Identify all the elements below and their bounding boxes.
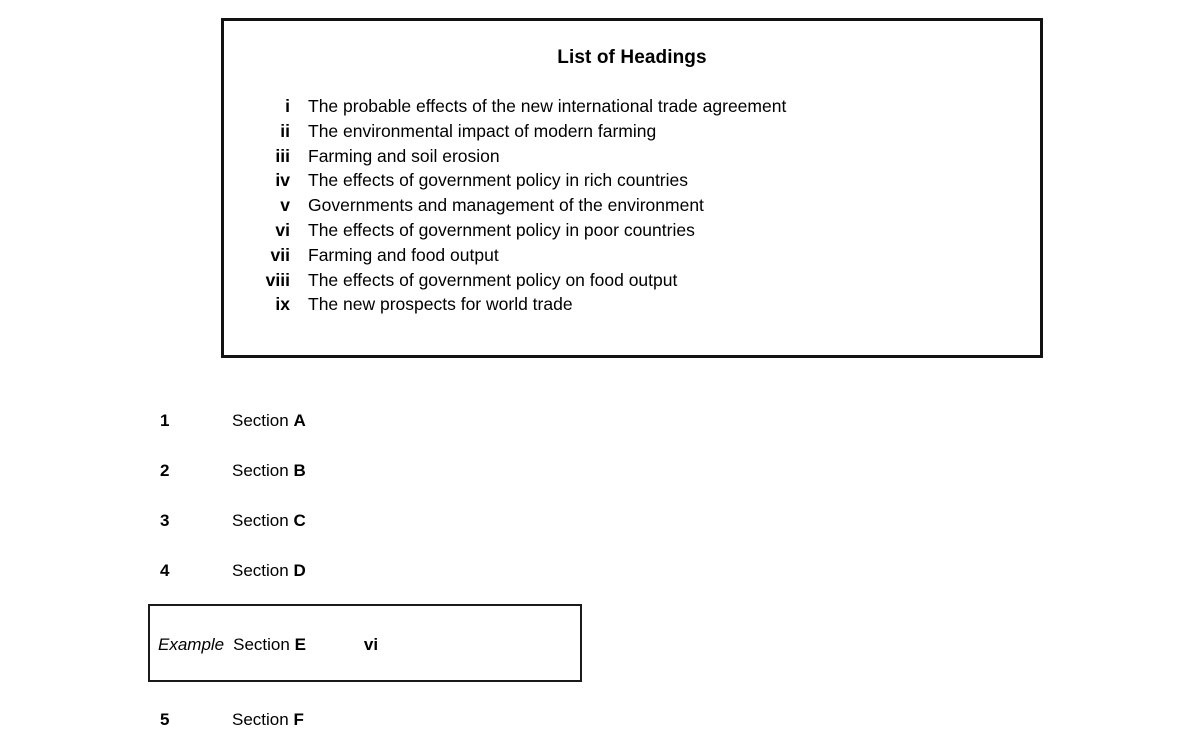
heading-numeral: iii — [275, 145, 290, 166]
question-number: 2 — [160, 461, 170, 480]
heading-item-viii — [224, 268, 1040, 293]
heading-item-vi — [224, 218, 1040, 243]
question-number: 3 — [160, 511, 170, 530]
heading-numeral: ii — [280, 120, 290, 141]
heading-numeral: i — [285, 96, 290, 116]
heading-item-ii — [224, 119, 1040, 144]
list-of-headings-box — [221, 18, 1043, 358]
question-number: 1 — [160, 411, 170, 430]
heading-item-ix — [224, 292, 1040, 317]
question-section-label: Section — [232, 461, 294, 480]
example-word: Example — [158, 635, 225, 654]
list-of-headings-title: List of Headings — [557, 47, 707, 68]
question-section-label: Section — [232, 511, 294, 530]
question-section-letter: F — [293, 710, 304, 729]
question-row-1 — [160, 411, 306, 431]
heading-numeral: vi — [275, 219, 290, 240]
heading-text: Governments and management of the environment — [308, 195, 704, 216]
question-row-4 — [160, 561, 306, 581]
heading-text: Farming and food output — [308, 244, 499, 265]
heading-numeral: iv — [275, 170, 290, 191]
heading-item-vii — [224, 243, 1040, 268]
question-section-label: Section — [232, 561, 294, 580]
heading-item-v — [224, 193, 1040, 218]
example-box — [148, 604, 582, 682]
question-row-3 — [160, 511, 306, 531]
question-section-letter: C — [293, 511, 306, 530]
headings-list — [224, 94, 1040, 317]
heading-text: The effects of government policy in poor countries — [308, 219, 695, 240]
example-answer-numeral: vi — [363, 635, 379, 654]
question-section-label: Section — [232, 411, 294, 430]
heading-text: The effects of government policy in rich countries — [308, 170, 689, 191]
question-row-2 — [160, 461, 306, 481]
heading-text: The effects of government policy on food output — [308, 269, 678, 290]
question-section-letter: B — [293, 461, 306, 480]
question-row-5 — [160, 710, 304, 730]
example-section-label: Section — [233, 635, 295, 654]
example-row — [158, 635, 378, 655]
heading-text: The new prospects for world trade — [308, 294, 573, 315]
question-section-letter: A — [293, 411, 306, 430]
heading-text: The environmental impact of modern farming — [308, 120, 657, 141]
heading-text: Farming and soil erosion — [308, 145, 500, 166]
heading-numeral: viii — [265, 269, 290, 290]
example-section-letter: E — [294, 635, 306, 654]
heading-numeral: v — [280, 195, 290, 216]
heading-text: The probable effects of the new international trade agreement — [308, 96, 787, 116]
heading-numeral: ix — [275, 294, 290, 315]
heading-item-iv — [224, 168, 1040, 193]
question-section-letter: D — [293, 561, 306, 580]
question-number: 5 — [160, 710, 170, 729]
heading-item-iii — [224, 144, 1040, 169]
question-number: 4 — [160, 561, 170, 580]
question-section-label: Section — [232, 710, 294, 729]
heading-item-i — [224, 94, 1040, 119]
heading-numeral: vii — [270, 244, 290, 265]
